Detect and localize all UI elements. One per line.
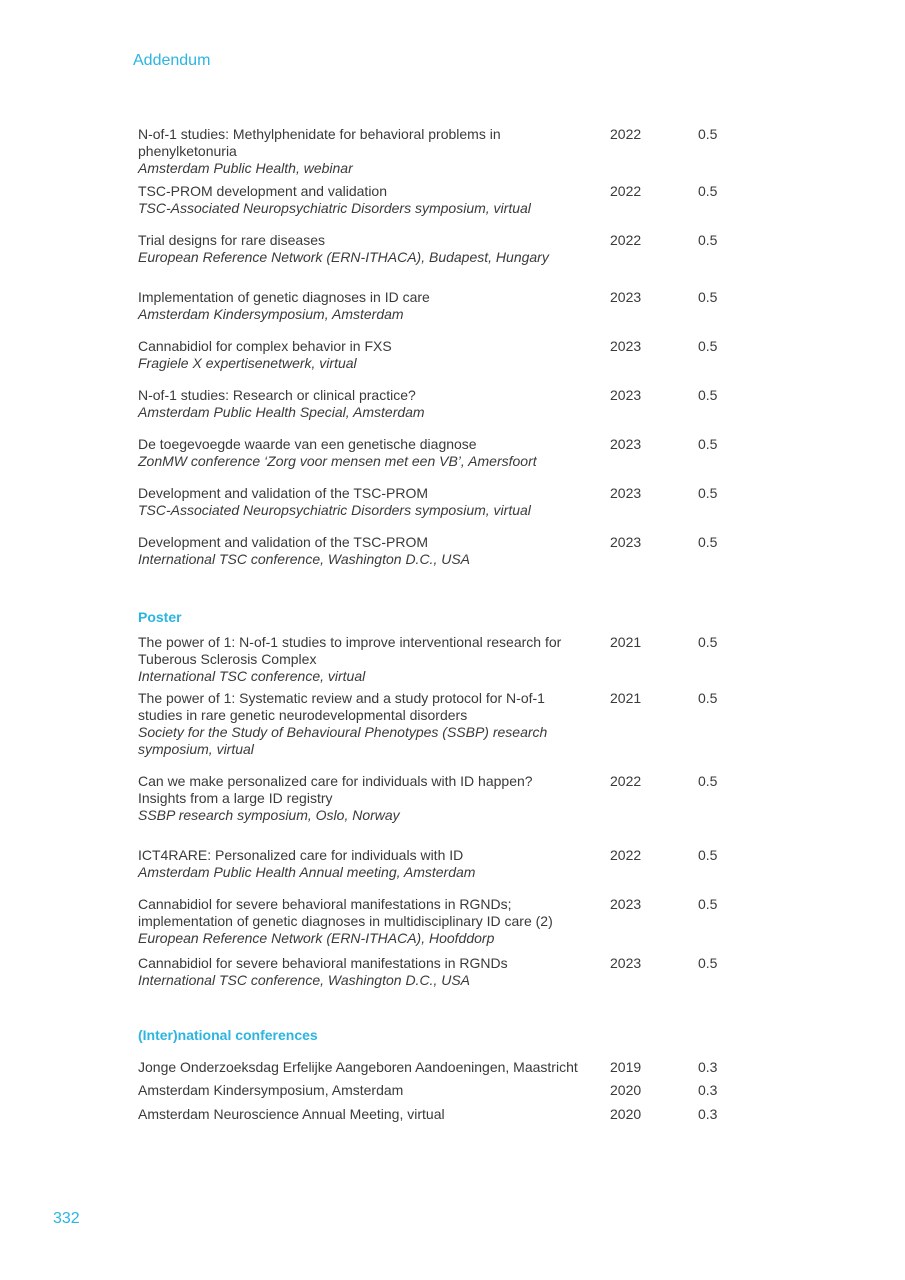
list-item bbox=[138, 232, 738, 266]
entry-credits: 0.5 bbox=[698, 436, 718, 452]
entry-title: Tuberous Sclerosis Complex bbox=[138, 651, 317, 667]
entry-year: 2023 bbox=[610, 485, 642, 501]
list-item bbox=[138, 847, 738, 881]
entry-year: 2023 bbox=[610, 534, 642, 550]
entry-credits: 0.5 bbox=[698, 690, 718, 706]
entry-year: 2022 bbox=[610, 847, 642, 863]
entry-text bbox=[138, 1082, 603, 1099]
entry-title: implementation of genetic diagnoses in multidisciplinary ID care (2) bbox=[138, 913, 553, 929]
entry-year: 2020 bbox=[610, 1106, 642, 1122]
entry-title: Can we make personalized care for individuals with ID happen? bbox=[138, 773, 533, 789]
entry-text bbox=[138, 338, 603, 372]
entry-title: TSC-PROM development and validation bbox=[138, 183, 388, 199]
list-item bbox=[138, 690, 738, 758]
entry-year: 2023 bbox=[610, 338, 642, 354]
entry-title: De toegevoegde waarde van een genetische diagnose bbox=[138, 436, 477, 452]
entry-venue: TSC-Associated Neuropsychiatric Disorders symposium, virtual bbox=[138, 200, 531, 216]
list-item bbox=[138, 126, 738, 177]
entry-credits: 0.5 bbox=[698, 534, 718, 550]
entry-venue: TSC-Associated Neuropsychiatric Disorders symposium, virtual bbox=[138, 502, 531, 518]
entry-credits: 0.5 bbox=[698, 126, 718, 142]
list-item bbox=[138, 955, 738, 989]
entry-title: The power of 1: Systematic review and a study protocol for N-of-1 bbox=[138, 690, 545, 706]
entry-text bbox=[138, 485, 603, 519]
entry-year: 2023 bbox=[610, 436, 642, 452]
entry-title: ICT4RARE: Personalized care for individuals with ID bbox=[138, 847, 464, 863]
entry-year: 2019 bbox=[610, 1059, 642, 1075]
entry-title: Trial designs for rare diseases bbox=[138, 232, 326, 248]
entry-title: The power of 1: N-of-1 studies to improve interventional research for bbox=[138, 634, 562, 650]
entry-year: 2023 bbox=[610, 896, 642, 912]
entry-year: 2021 bbox=[610, 690, 642, 706]
list-item bbox=[138, 1082, 738, 1099]
entry-title: Cannabidiol for complex behavior in FXS bbox=[138, 338, 392, 354]
entry-venue: International TSC conference, Washington D.C., USA bbox=[138, 972, 471, 988]
list-item bbox=[138, 485, 738, 519]
entry-venue: Amsterdam Kindersymposium, Amsterdam bbox=[138, 306, 404, 322]
entry-text bbox=[138, 1106, 603, 1123]
entry-text bbox=[138, 126, 603, 177]
entry-year: 2021 bbox=[610, 634, 642, 650]
entry-title: phenylketonuria bbox=[138, 143, 237, 159]
section-heading-poster: Poster bbox=[138, 609, 182, 625]
entry-venue: European Reference Network (ERN-ITHACA), Hoofddorp bbox=[138, 930, 495, 946]
entry-venue: Amsterdam Public Health Special, Amsterdam bbox=[138, 404, 425, 420]
entry-text bbox=[138, 690, 603, 758]
entry-credits: 0.3 bbox=[698, 1059, 718, 1075]
entry-title: Cannabidiol for severe behavioral manifestations in RGNDs; bbox=[138, 896, 512, 912]
list-item bbox=[138, 183, 738, 217]
list-item bbox=[138, 436, 738, 470]
entry-title: Jonge Onderzoeksdag Erfelijke Aangeboren Aandoeningen, Maastricht bbox=[138, 1059, 578, 1075]
entry-title: Amsterdam Neuroscience Annual Meeting, virtual bbox=[138, 1106, 445, 1122]
entry-venue: European Reference Network (ERN-ITHACA), Budapest, Hungary bbox=[138, 249, 549, 265]
entry-credits: 0.5 bbox=[698, 773, 718, 789]
entry-venue: SSBP research symposium, Oslo, Norway bbox=[138, 807, 400, 823]
entry-year: 2023 bbox=[610, 289, 642, 305]
entry-year: 2022 bbox=[610, 126, 642, 142]
entry-year: 2022 bbox=[610, 773, 642, 789]
entry-year: 2022 bbox=[610, 232, 642, 248]
entry-text bbox=[138, 232, 603, 266]
entry-venue: International TSC conference, virtual bbox=[138, 668, 366, 684]
list-item bbox=[138, 289, 738, 323]
entry-text bbox=[138, 896, 603, 947]
entry-text bbox=[138, 534, 603, 568]
entry-venue: symposium, virtual bbox=[138, 741, 254, 757]
entry-title: Cannabidiol for severe behavioral manifestations in RGNDs bbox=[138, 955, 508, 971]
entry-text bbox=[138, 1059, 603, 1076]
entry-credits: 0.3 bbox=[698, 1106, 718, 1122]
list-item bbox=[138, 534, 738, 568]
entry-credits: 0.3 bbox=[698, 1082, 718, 1098]
entry-text bbox=[138, 634, 603, 685]
entry-credits: 0.5 bbox=[698, 896, 718, 912]
entry-year: 2023 bbox=[610, 387, 642, 403]
entry-year: 2020 bbox=[610, 1082, 642, 1098]
entry-credits: 0.5 bbox=[698, 387, 718, 403]
entry-text bbox=[138, 773, 603, 824]
list-item bbox=[138, 387, 738, 421]
entry-title: Amsterdam Kindersymposium, Amsterdam bbox=[138, 1082, 404, 1098]
list-item bbox=[138, 773, 738, 824]
entry-title: Development and validation of the TSC-PROM bbox=[138, 485, 428, 501]
list-item bbox=[138, 1059, 738, 1076]
entry-credits: 0.5 bbox=[698, 485, 718, 501]
entry-title: Implementation of genetic diagnoses in ID care bbox=[138, 289, 430, 305]
entry-title: Development and validation of the TSC-PROM bbox=[138, 534, 428, 550]
entry-year: 2023 bbox=[610, 955, 642, 971]
entry-credits: 0.5 bbox=[698, 232, 718, 248]
entry-title: N-of-1 studies: Research or clinical practice? bbox=[138, 387, 416, 403]
entry-venue: International TSC conference, Washington D.C., USA bbox=[138, 551, 471, 567]
entry-title: studies in rare genetic neurodevelopmental disorders bbox=[138, 707, 468, 723]
entry-credits: 0.5 bbox=[698, 847, 718, 863]
list-item bbox=[138, 338, 738, 372]
running-header: Addendum bbox=[133, 52, 211, 69]
entry-credits: 0.5 bbox=[698, 955, 718, 971]
entry-text bbox=[138, 387, 603, 421]
list-item bbox=[138, 1106, 738, 1123]
entry-text bbox=[138, 436, 603, 470]
entry-title: Insights from a large ID registry bbox=[138, 790, 333, 806]
entry-venue: Fragiele X expertisenetwerk, virtual bbox=[138, 355, 357, 371]
entry-venue: ZonMW conference ‘Zorg voor mensen met een VB’, Amersfoort bbox=[138, 453, 537, 469]
section-heading-conferences: (Inter)national conferences bbox=[138, 1027, 318, 1043]
entry-year: 2022 bbox=[610, 183, 642, 199]
entry-credits: 0.5 bbox=[698, 289, 718, 305]
entry-text bbox=[138, 289, 603, 323]
entry-credits: 0.5 bbox=[698, 183, 718, 199]
list-item bbox=[138, 634, 738, 685]
entry-title: N-of-1 studies: Methylphenidate for behavioral problems in bbox=[138, 126, 501, 142]
entry-credits: 0.5 bbox=[698, 634, 718, 650]
entry-text bbox=[138, 183, 603, 217]
list-item bbox=[138, 896, 738, 947]
entry-credits: 0.5 bbox=[698, 338, 718, 354]
entry-text bbox=[138, 847, 603, 881]
entry-venue: Society for the Study of Behavioural Phenotypes (SSBP) research bbox=[138, 724, 548, 740]
entry-venue: Amsterdam Public Health Annual meeting, Amsterdam bbox=[138, 864, 476, 880]
entry-text bbox=[138, 955, 603, 989]
page-number: 332 bbox=[53, 1210, 80, 1227]
entry-venue: Amsterdam Public Health, webinar bbox=[138, 160, 353, 176]
